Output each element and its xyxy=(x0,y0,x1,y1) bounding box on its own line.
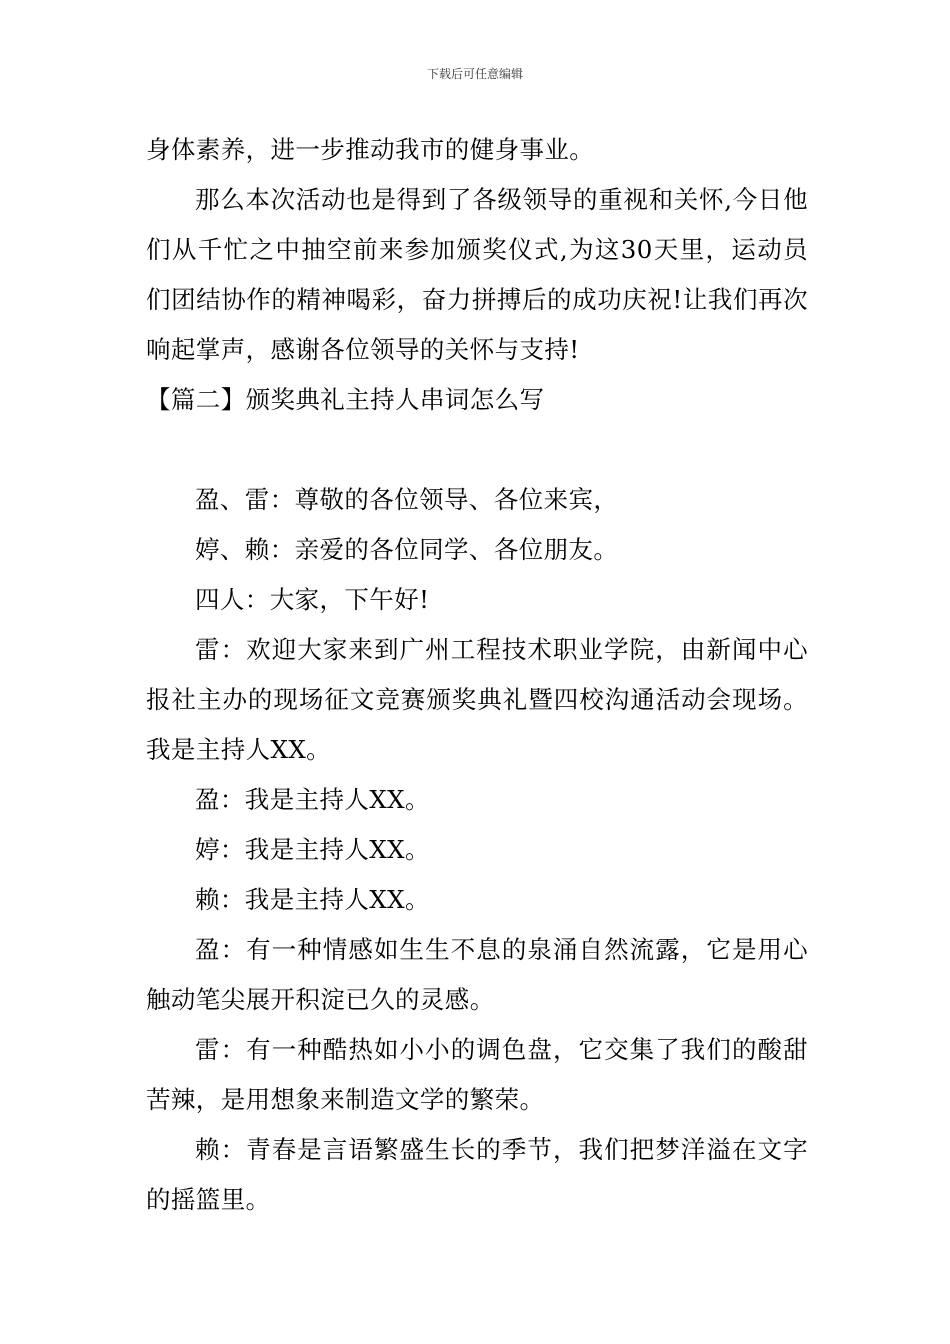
dialogue-line: 赖：青春是言语繁盛生长的季节，我们把梦洋溢在文字的摇篮里。 xyxy=(146,1135,808,1214)
paragraph-2: 那么本次活动也是得到了各级领导的重视和关怀,今日他们从千忙之中抽空前来参加颁奖仪式,为这30天里，运动员们团结协作的精神喝彩，奋力拼搏后的成功庆祝!让我们再次响起掌声，感谢各位领导的关怀与支持! xyxy=(146,185,808,364)
page-header-note: 下载后可任意编辑 xyxy=(426,67,523,81)
dialogue-line: 婷：我是主持人XX。 xyxy=(195,835,430,864)
dialogue-line: 盈、雷：尊敬的各位领导、各位来宾， xyxy=(195,485,619,514)
blank-line xyxy=(146,425,808,475)
dialogue-line: 四人：大家，下午好! xyxy=(195,585,430,614)
dialogue-line: 赖：我是主持人XX。 xyxy=(195,885,430,914)
paragraph-1: 身体素养，进一步推动我市的健身事业。 xyxy=(146,135,595,164)
dialogue-line: 盈：我是主持人XX。 xyxy=(195,785,430,814)
dialogue-line: 雷：有一种酷热如小小的调色盘，它交集了我们的酸甜苦辣，是用想象来制造文学的繁荣。 xyxy=(146,1035,808,1114)
document-body xyxy=(146,125,808,1225)
dialogue-line: 雷：欢迎大家来到广州工程技术职业学院，由新闻中心报社主办的现场征文竞赛颁奖典礼暨四校沟通活动会现场。我是主持人XX。 xyxy=(146,635,808,764)
dialogue-line: 盈：有一种情感如生生不息的泉涌自然流露，它是用心触动笔尖展开积淀已久的灵感。 xyxy=(146,935,808,1014)
dialogue-line: 婷、赖：亲爱的各位同学、各位朋友。 xyxy=(195,535,619,564)
section-heading: 【篇二】颁奖典礼主持人串词怎么写 xyxy=(146,385,545,414)
